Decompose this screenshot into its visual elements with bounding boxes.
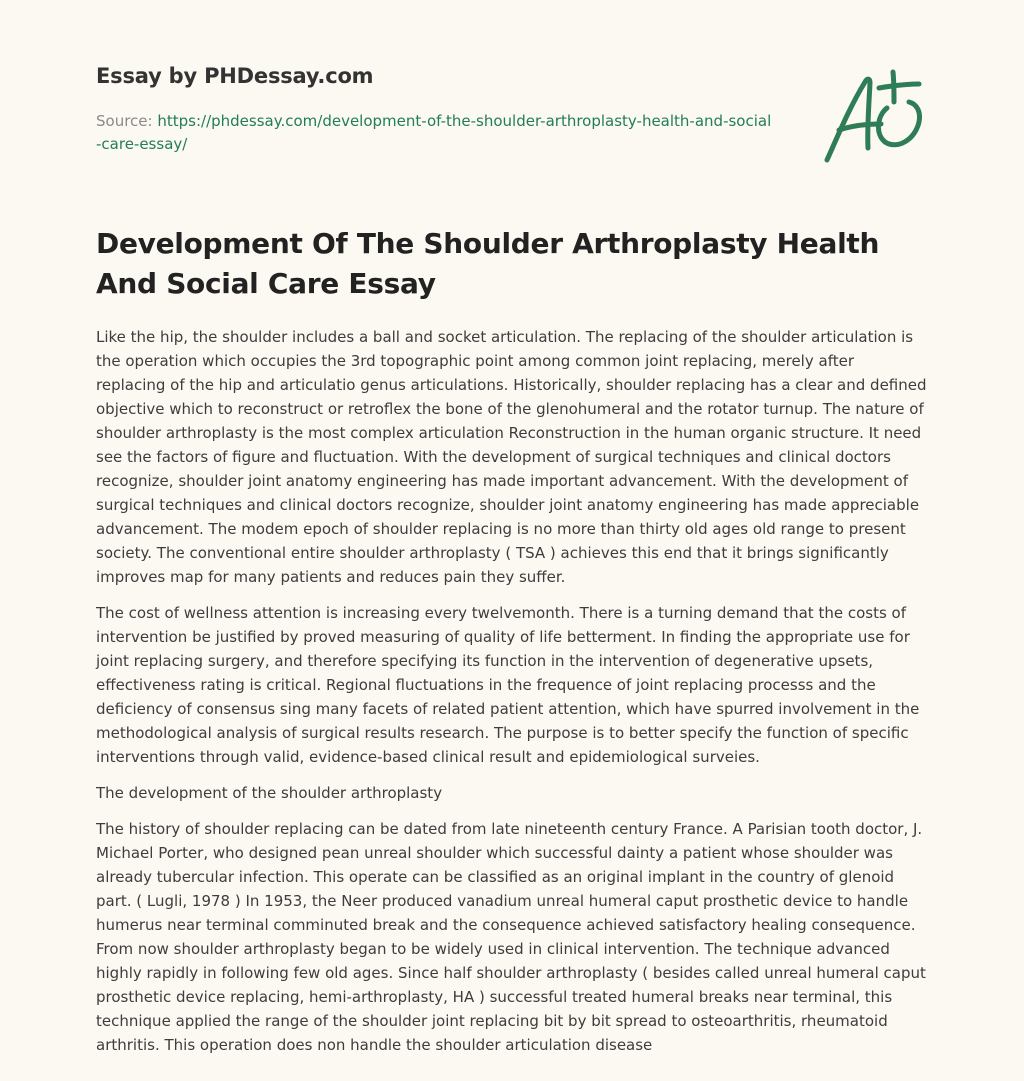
- essay-title: Development Of The Shoulder Arthroplasty Health And Social Care Essay: [96, 227, 880, 300]
- source-label: Source:: [96, 112, 153, 130]
- essay-paragraph: The history of shoulder replacing can be dated from late nineteenth century France. A Parisian tooth doctor, J. Michael Porter, who designed pean unreal shoulder which successful dainty a patient whose shoulder was already tubercular infection. This operate can be classified as an original implant in the country of glenoid part. ( Lugli, 1978 ) In 1953, the Neer produced vanadium unreal humeral caput prosthetic device to handle humerus near terminal comminuted break and the consequence achieved satisfactory healing consequence. From now shoulder arthroplasty began to be widely used in clinical intervention. The technique advanced highly rapidly in following few old ages. Since half shoulder arthroplasty ( besides called unreal humeral caput prosthetic device replacing, hemi-arthroplasty, HA ) successful treated humeral breaks near terminal, this technique applied the range of the shoulder joint replacing bit by bit spread to osteoarthritis, rheumatoid arthritis. This operation does non handle the shoulder articulation disease: [96, 820, 926, 1054]
- essay-paragraph: Like the hip, the shoulder includes a ball and socket articulation. The replacing of the shoulder articulation is the operation which occupies the 3rd topographic point among common joint replacing, merely after replacing of the hip and articulatio genus articulations. Historically, shoulder replacing has a clear and defined objective which to reconstruct or retroflex the bone of the glenohumeral and the rotator turnup. The nature of shoulder arthroplasty is the most complex articulation Reconstruction in the human organic structure. It need see the factors of figure and fluctuation. With the development of surgical techniques and clinical doctors recognize, shoulder joint anatomy engineering has made important advancement. With the development of surgical techniques and clinical doctors recognize, shoulder joint anatomy engineering has made appreciable advancement. The modem epoch of shoulder replacing is no more than thirty old ages old range to present society. The conventional entire shoulder arthroplasty ( TSA ) achieves this end that it brings significantly improves map for many patients and reduces pain they suffer.: [96, 328, 927, 586]
- source-line: [96, 110, 776, 156]
- site-title: Essay by PHDessay.com: [96, 64, 374, 88]
- a-plus-logo-icon: [823, 68, 925, 164]
- essay-body: [96, 325, 928, 1069]
- source-link[interactable]: https://phdessay.com/development-of-the-shoulder-arthroplasty-health-and-social-care-essay/: [96, 112, 772, 153]
- essay-paragraph: The cost of wellness attention is increasing every twelvemonth. There is a turning demand that the costs of intervention be justified by proved measuring of quality of life betterment. In finding the appropriate use for joint replacing surgery, and therefore specifying its function in the intervention of degenerative upsets, effectiveness rating is critical. Regional fluctuations in the frequence of joint replacing processs and the deficiency of consensus sing many facets of related patient attention, which have spurred involvement in the methodological analysis of surgical results research. The purpose is to better specify the function of specific interventions through valid, evidence-based clinical result and epidemiological surveies.: [96, 604, 920, 766]
- section-heading: The development of the shoulder arthroplasty: [96, 784, 443, 802]
